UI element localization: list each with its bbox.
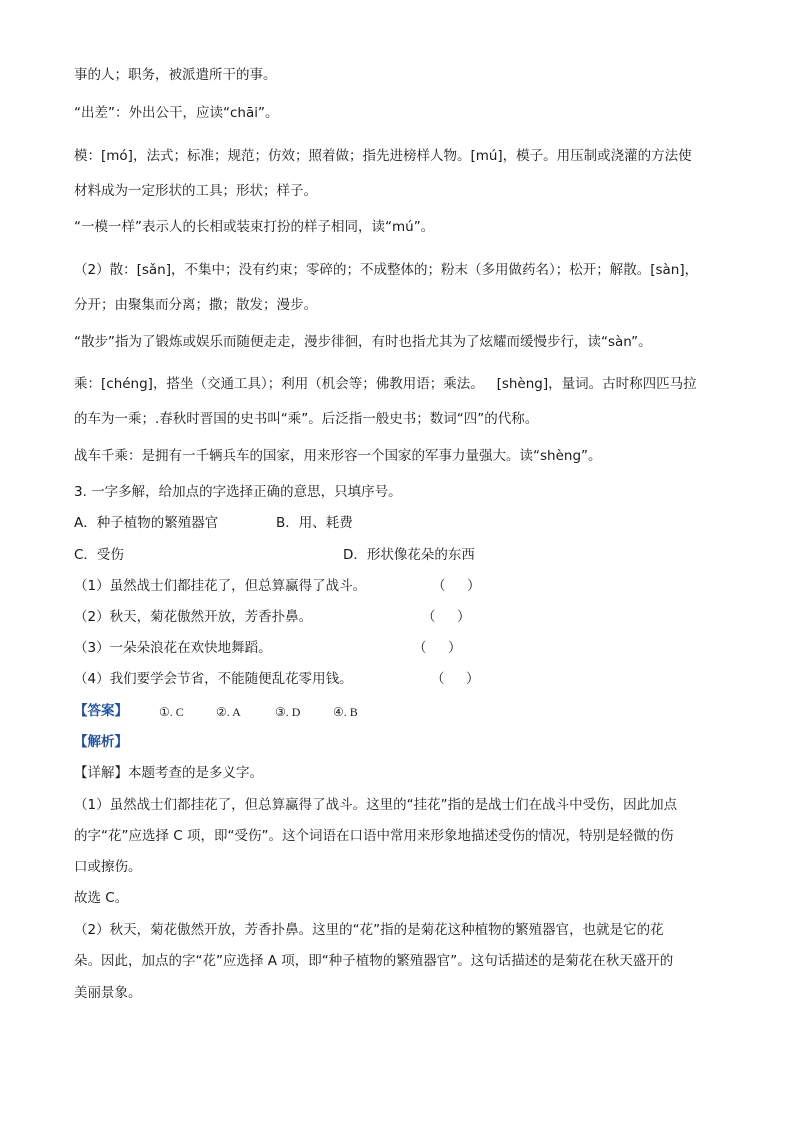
sub-question: （4）我们要学会节省，不能随便乱花零用钱。 (74, 671, 353, 687)
text-line: 事的人；职务，被派遣所干的事。 (74, 67, 277, 83)
option-c: C．受伤 (74, 547, 124, 563)
text-line: 战车千乘：是拥有一千辆兵车的国家，用来形容一个国家的军事力量强大。读“shèng”。 (74, 448, 602, 464)
answer-blank: （ ） (422, 609, 471, 625)
option-d: D．形状像花朵的东西 (343, 547, 475, 563)
answer-item: ④. B (333, 705, 358, 719)
answer-blank: （ ） (413, 640, 462, 656)
text-line: 乘：[chéng]，搭坐（交通工具）；利用（机会等；佛教用语；乘法。 [shèng]，量词。古时称四匹马拉 (74, 376, 697, 392)
text-line: 分开；由聚集而分离；撒；散发；漫步。 (74, 297, 317, 313)
answer-item: ②. A (216, 705, 241, 719)
text-line: 的车为一乘；.春秋时晋国的史书叫“乘”。后泛指一般史书；数词“四”的代称。 (74, 411, 539, 427)
answer-item: ③. D (275, 705, 301, 719)
answer-blank: （ ） (432, 578, 481, 594)
detail-line: 朵。因此，加点的字“花”应选择 A 项，即“种子植物的繁殖器官”。这句话描述的是菊花在秋天盛开的 (74, 953, 674, 969)
text-line: 模：[mó]，法式；标准；规范；仿效；照着做；指先进榜样人物。[mú]，模子。用压制或浇灌的方法使 (74, 148, 692, 164)
answer-blank: （ ） (431, 671, 480, 687)
text-line: “出差”：外出公干，应读“chāi”。 (74, 105, 279, 121)
option-b: B．用、耗费 (276, 515, 353, 531)
detail-line: 故选 C。 (74, 890, 129, 906)
question-heading: 3. 一字多解，给加点的字选择正确的意思，只填序号。 (74, 484, 402, 500)
analysis-label: 【解析】 (74, 734, 128, 750)
detail-line: 【详解】本题考查的是多义字。 (74, 765, 263, 781)
detail-line: （2）秋天，菊花傲然开放，芳香扑鼻。这里的“花”指的是菊花这种植物的繁殖器官，也就是它的花 (74, 922, 664, 938)
text-line: 材料成为一定形状的工具；形状；样子。 (74, 183, 317, 199)
sub-question: （3）一朵朵浪花在欢快地舞蹈。 (74, 640, 272, 656)
detail-line: 美丽景象。 (74, 985, 142, 1001)
text-line: （2）散：[sǎn]，不集中；没有约束；零碎的；不成整体的；粉末（多用做药名）；松开；解散。[sàn]， (74, 262, 699, 278)
answer-label: 【答案】 (74, 703, 128, 719)
sub-question: （2）秋天，菊花傲然开放，芳香扑鼻。 (74, 609, 313, 625)
text-line: “散步”指为了锻炼或娱乐而随便走走，漫步徘徊，有时也指尤其为了炫耀而缓慢步行，读“sàn”。 (74, 334, 652, 350)
text-line: “一模一样”表示人的长相或装束打扮的样子相同，读“mú”。 (74, 219, 435, 235)
sub-question: （1）虽然战士们都挂花了，但总算赢得了战斗。 (74, 578, 367, 594)
detail-line: （1）虽然战士们都挂花了，但总算赢得了战斗。这里的“挂花”指的是战士们在战斗中受伤，因此加点 (74, 797, 678, 813)
detail-line: 的字“花”应选择 C 项，即“受伤”。这个词语在口语中常用来形象地描述受伤的情况，特别是轻微的伤 (74, 828, 674, 844)
option-a: A．种子植物的繁殖器官 (74, 515, 219, 531)
answer-item: ①. C (159, 705, 184, 719)
detail-line: 口或擦伤。 (74, 859, 142, 875)
